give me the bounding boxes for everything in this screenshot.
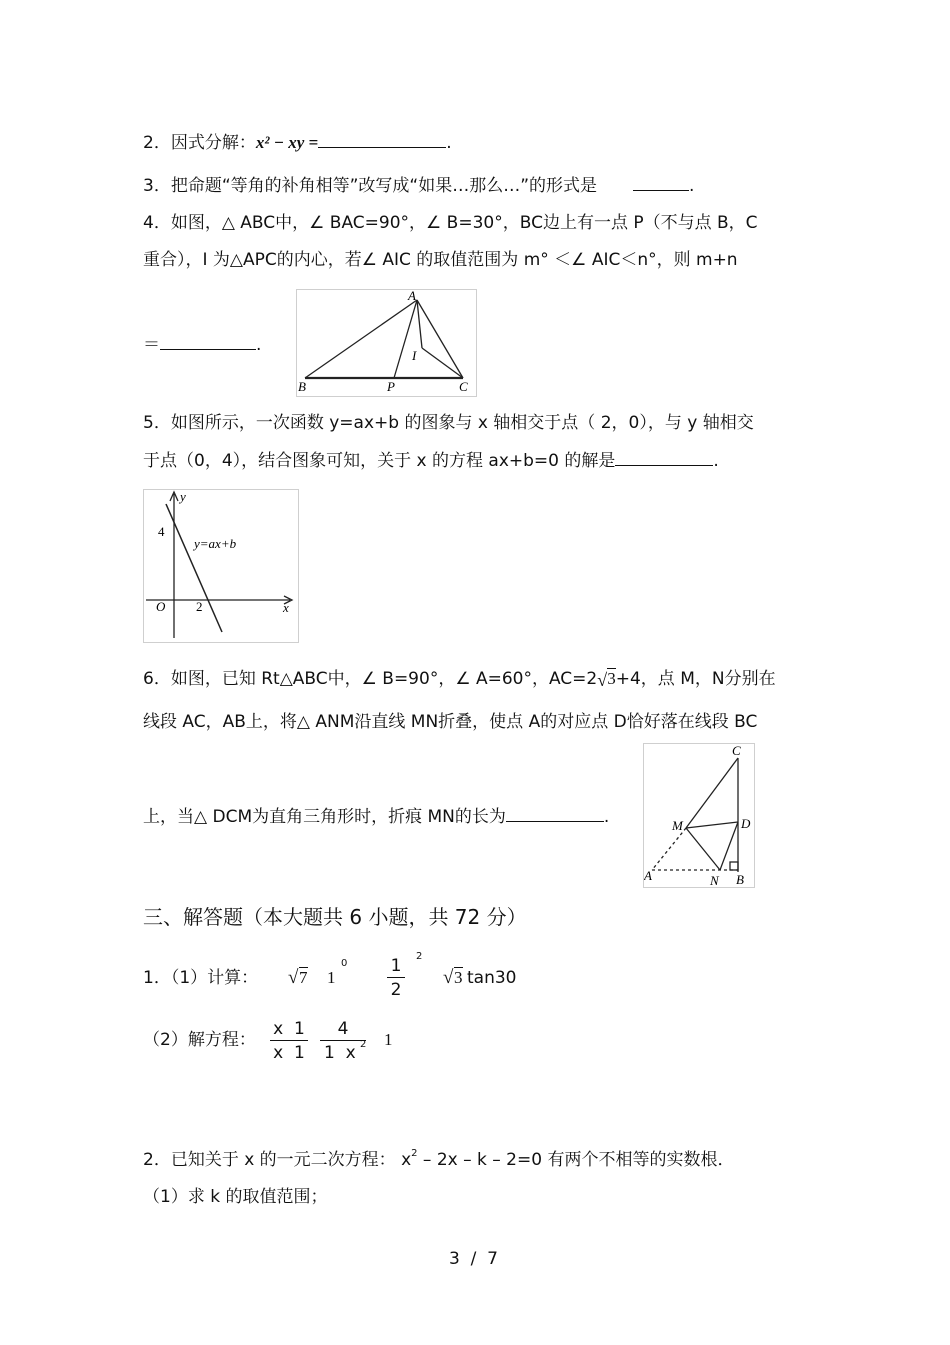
q4-label-p: P xyxy=(387,379,395,394)
q5-label-origin: O xyxy=(156,599,166,614)
q4-answer-blank[interactable] xyxy=(160,333,256,350)
q4-segment-ba xyxy=(305,300,417,378)
q6-label-m: M xyxy=(672,818,683,833)
s1-f2-num: 4 xyxy=(337,1019,349,1039)
q4-line2: 重合），I 为△APC的内心，若∠ AIC 的取值范围为 m° ＜∠ AIC＜n°，则 m+n xyxy=(143,250,738,270)
s1-rhs: 1 xyxy=(384,1030,393,1049)
q5-graph xyxy=(143,489,299,643)
q4-equals: ＝ xyxy=(143,335,160,355)
q6-label-b: B xyxy=(736,872,744,887)
q6-label-d: D xyxy=(741,816,751,831)
q2-line xyxy=(143,131,452,154)
q4-label-i: I xyxy=(412,348,417,363)
s1-one: 1 xyxy=(327,968,336,987)
s1-label: 1．（1）计算： xyxy=(143,968,259,988)
s2-part1: （1）求 k 的取值范围； xyxy=(143,1187,328,1207)
s1-frac-num: 1 xyxy=(390,956,402,976)
s1-f1-den: x 1 xyxy=(270,1040,308,1065)
q5-label-x: x xyxy=(283,600,289,615)
q4-label-c: C xyxy=(459,379,468,394)
q5-label-function: y=ax+b xyxy=(194,536,237,551)
q6-line1 xyxy=(143,668,776,690)
q2-end: . xyxy=(446,133,452,153)
s1-frac-den: 2 xyxy=(387,977,405,1002)
s1-sqrt3: √ 3 xyxy=(443,967,463,988)
s1-f1-num: x 1 xyxy=(273,1019,305,1039)
q6-sqrt-value: 3 xyxy=(607,669,616,688)
q4-line3 xyxy=(143,333,261,356)
s1-sqrt3-value: 3 xyxy=(454,968,463,987)
s2-exp: 2 xyxy=(411,1148,418,1159)
q4-segment-ap xyxy=(394,300,417,378)
q6-segment-am-dashed xyxy=(652,828,686,870)
s1-f2-exp: 2 xyxy=(360,1039,367,1050)
q3-text: 3．把命题“等角的补角相等”改写成“如果…那么…”的形式是 xyxy=(143,176,598,196)
q5-answer-blank[interactable] xyxy=(615,449,713,466)
q3-line xyxy=(143,174,694,197)
q6-label-c: C xyxy=(732,744,741,758)
s1-sqrt7: √ 7 xyxy=(288,967,308,988)
q6-text-c: 上，当△ DCM为直角三角形时，折痕 MN的长为 xyxy=(143,807,506,827)
section-heading: 三、解答题（本大题共 6 小题，共 72 分） xyxy=(143,905,527,929)
q2-expression: x² − xy = xyxy=(255,133,319,152)
q4-segment-ac xyxy=(417,300,463,378)
q2-answer-blank[interactable] xyxy=(318,131,446,148)
q6-segment-cm xyxy=(686,758,738,828)
q3-end: . xyxy=(689,176,695,196)
q6-segment-mn xyxy=(686,828,720,870)
q4-segment-ic xyxy=(422,348,463,378)
q6-line2: 线段 AC，AB上，将△ ANM沿直线 MN折叠，使点 A的对应点 D恰好落在线段 BC xyxy=(143,712,758,732)
q5-label-4: 4 xyxy=(158,524,165,539)
q6-label-a: A xyxy=(644,868,652,883)
q4-label-a: A xyxy=(408,290,416,303)
q5-text: 于点（0，4），结合图象可知，关于 x 的方程 ax+b=0 的解是 xyxy=(143,451,616,471)
q4-end: . xyxy=(256,335,262,355)
q6-text-b: +4，点 M，N分别在 xyxy=(615,669,776,689)
s2-line1 xyxy=(143,1149,734,1171)
q6-answer-blank[interactable] xyxy=(506,805,604,822)
q6-label-n: N xyxy=(710,873,719,887)
q3-answer-blank[interactable] xyxy=(633,174,689,191)
q6-segment-md xyxy=(686,822,738,828)
s2-text-b: – 2x – k – 2=0 有两个不相等的实数根． xyxy=(417,1150,735,1170)
s1-exp2: 2 xyxy=(416,951,423,962)
q4-figure xyxy=(296,289,477,397)
q6-sqrt: √ 3 xyxy=(597,669,616,690)
q5-label-2: 2 xyxy=(196,599,203,614)
q4-label-b: B xyxy=(298,379,306,394)
page-number: 3 / 7 xyxy=(449,1249,498,1269)
s1-tan: tan30 xyxy=(467,968,517,988)
s1-eq-fraction1 xyxy=(270,1019,308,1065)
q5-line1: 5．如图所示，一次函数 y=ax+b 的图象与 x 轴相交于点（ 2，0），与 y 轴相交 xyxy=(143,413,754,433)
s1-exp0: 0 xyxy=(341,958,348,969)
q5-label-y: y xyxy=(180,490,186,504)
q6-right-angle-mark xyxy=(730,862,738,870)
s1-fraction xyxy=(387,956,405,1002)
q6-segment-nd xyxy=(720,822,738,870)
q6-end: . xyxy=(603,807,610,827)
q6-text-a: 6．如图，已知 Rt△ABC中，∠ B=90°，∠ A=60°，AC=2 xyxy=(143,669,598,689)
q6-figure xyxy=(643,743,755,888)
s1-sqrt7-value: 7 xyxy=(299,968,308,987)
q5-line2 xyxy=(143,449,719,472)
q6-line3 xyxy=(143,805,609,828)
q4-line1: 4．如图，△ ABC中，∠ BAC=90°，∠ B=30°，BC边上有一点 P（不与点 B，C xyxy=(143,213,758,233)
s1-f2-den: 1 x xyxy=(320,1040,366,1065)
s1-part2-label: （2）解方程： xyxy=(143,1030,256,1050)
s2-text-a: 2．已知关于 x 的一元二次方程： x xyxy=(143,1150,412,1170)
q5-end: . xyxy=(713,451,719,471)
q2-text: 2．因式分解： xyxy=(143,133,256,153)
